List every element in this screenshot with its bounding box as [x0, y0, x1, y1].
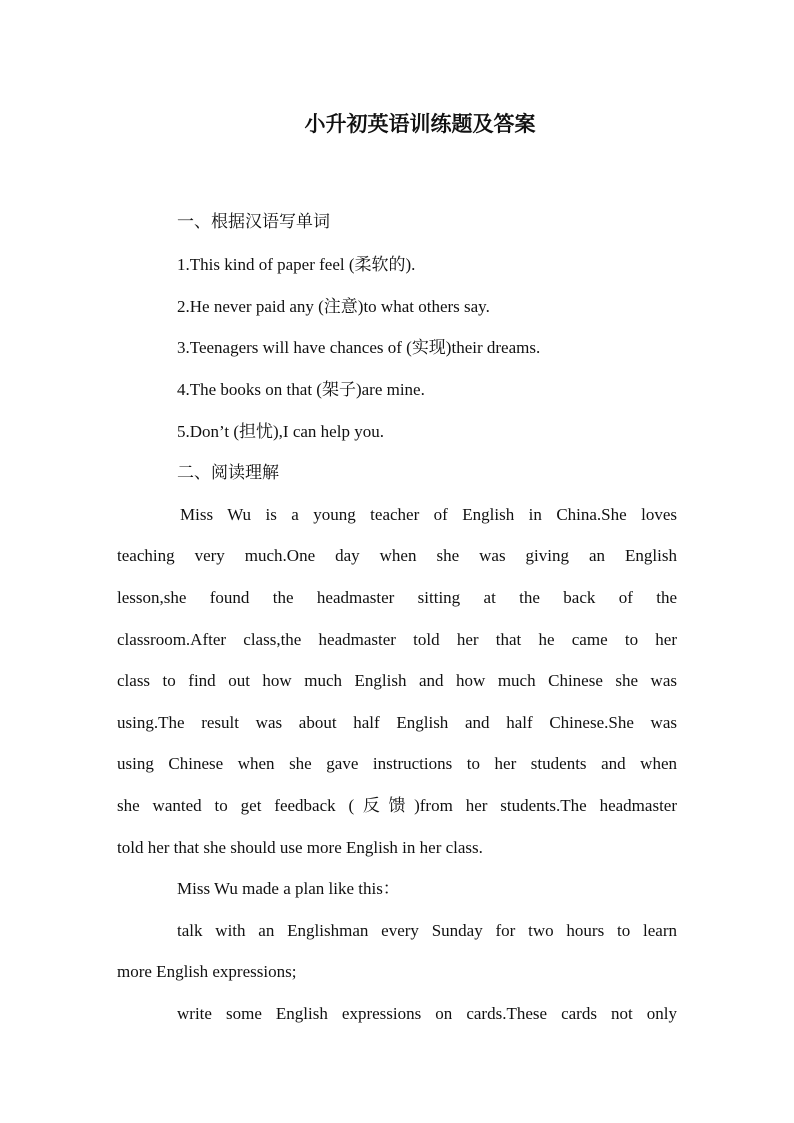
question-1: 1.This kind of paper feel (柔软的). [177, 255, 416, 274]
passage-line: classroom.After class,the headmaster told her that he came to her [117, 630, 677, 649]
passage-line: teaching very much.One day when she was giving an English [117, 546, 677, 565]
plan-item-2-line: write some English expressions on cards.These cards not only [177, 1004, 677, 1023]
passage-line: using Chinese when she gave instructions to her students and when [117, 754, 677, 773]
passage-line: Miss Wu is a young teacher of English in China.She loves [180, 505, 677, 524]
question-5: 5.Don’t (担忧),I can help you. [177, 422, 384, 441]
passage-line: lesson,she found the headmaster sitting at the back of the [117, 588, 677, 607]
section-2-heading: 二、阅读理解 [177, 463, 279, 483]
passage-line: she wanted to get feedback (反馈)from her students.The headmaster [117, 796, 677, 815]
passage-line: told her that she should use more English in her class. [117, 838, 483, 857]
plan-item-1-line: more English expressions; [117, 962, 297, 981]
section-1-heading: 一、根据汉语写单词 [177, 212, 330, 232]
document-title: 小升初英语训练题及答案 [304, 112, 536, 136]
plan-item-1-line: talk with an Englishman every Sunday for two hours to learn [177, 921, 677, 940]
passage-line: class to find out how much English and how much Chinese she was [117, 671, 677, 690]
plan-intro: Miss Wu made a plan like this： [177, 879, 400, 898]
question-4: 4.The books on that (架子)are mine. [177, 380, 425, 399]
question-2: 2.He never paid any (注意)to what others say. [177, 297, 490, 316]
passage-line: using.The result was about half English and half Chinese.She was [117, 713, 677, 732]
question-3: 3.Teenagers will have chances of (实现)their dreams. [177, 338, 541, 357]
